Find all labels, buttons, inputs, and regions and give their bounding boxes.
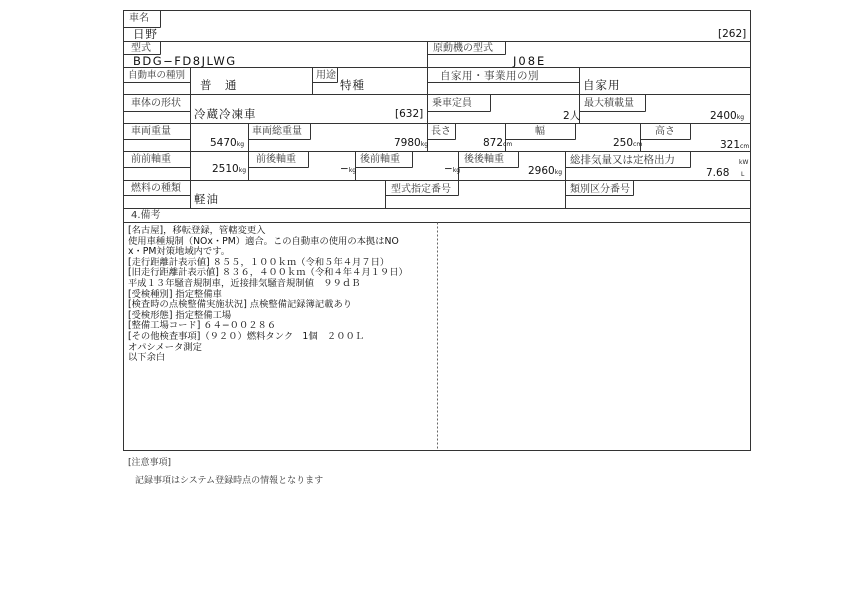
front-front-axle-label: 前前軸重 bbox=[131, 154, 171, 165]
model-value: BDG−FD8JLWG bbox=[133, 54, 237, 68]
remarks-title: 4.備考 bbox=[131, 210, 161, 221]
vehicle-name-label: 車名 bbox=[129, 13, 149, 24]
body-shape-value: 冷蔵冷凍車 bbox=[194, 107, 257, 121]
displacement-value: 7.68 bbox=[706, 167, 730, 179]
fuel-value: 軽油 bbox=[194, 192, 219, 206]
remarks-line: 使用車種規制（NOx・PM）適合。この自動車の使用の本拠はNO bbox=[128, 235, 399, 247]
remarks-line: [その他検査事項]（９２０）燃料タンク 1個 ２００Ｌ bbox=[128, 330, 365, 342]
displacement-unit-kw: kW bbox=[739, 159, 749, 166]
remarks-line: [検査時の点検整備実施状況] 点検整備記録簿記載あり bbox=[128, 299, 353, 311]
width-label: 幅 bbox=[535, 126, 545, 137]
model-label: 型式 bbox=[131, 43, 151, 54]
height-value: 321cm bbox=[720, 139, 750, 151]
height-label: 高さ bbox=[655, 126, 675, 137]
rear-front-axle-label: 後前軸重 bbox=[360, 154, 400, 165]
gross-weight-label: 車両総重量 bbox=[252, 126, 302, 137]
width-value: 250cm bbox=[613, 137, 643, 149]
private-business-value: 自家用 bbox=[583, 78, 621, 92]
front-rear-axle-label: 前後軸重 bbox=[256, 154, 296, 165]
displacement-unit-l: L bbox=[741, 171, 745, 178]
front-front-axle-value: 2510kg bbox=[212, 163, 247, 175]
body-shape-code: [632] bbox=[395, 108, 424, 120]
length-label: 長さ bbox=[431, 126, 451, 137]
remarks-line: 以下余白 bbox=[128, 352, 166, 364]
class-number-label: 類別区分番号 bbox=[570, 184, 630, 195]
remarks-line: [整備工場コード] ６４−００２８６ bbox=[128, 320, 277, 332]
rear-rear-axle-value: 2960kg bbox=[528, 165, 563, 177]
weight-value: 5470kg bbox=[210, 137, 245, 149]
capacity-value: 2人 bbox=[563, 110, 581, 122]
remarks-line: [受検形態] 指定整備工場 bbox=[128, 309, 232, 321]
front-rear-axle-value: −kg bbox=[340, 163, 357, 175]
remarks-line: x・PM対策地域内です。 bbox=[128, 246, 231, 258]
displacement-label: 総排気量又は定格出力 bbox=[570, 154, 675, 166]
notes-text: 記録事項はシステム登録時点の情報となります bbox=[135, 476, 324, 486]
remarks-line: 平成１３年騒音規制車，近接排気騒音規制値 ９９ｄＢ bbox=[128, 277, 361, 289]
weight-label: 車両重量 bbox=[131, 126, 171, 137]
body-shape-label: 車体の形状 bbox=[131, 98, 181, 109]
private-business-label: 自家用・事業用の別 bbox=[440, 70, 539, 82]
gross-weight-value: 7980kg bbox=[394, 137, 429, 149]
kind-value: 普 通 bbox=[200, 78, 238, 92]
remarks-line: [走行距離計表示値] ８５５，１００ｋｍ（令和５年４月７日） bbox=[128, 256, 390, 268]
engine-model-value: J08E bbox=[513, 54, 547, 68]
capacity-label: 乗車定員 bbox=[432, 98, 472, 109]
remarks-line: オパシメータ測定 bbox=[128, 341, 202, 353]
vehicle-name-code: [262] bbox=[718, 28, 747, 40]
rear-rear-axle-label: 後後軸重 bbox=[464, 154, 504, 165]
use-value: 特種 bbox=[340, 78, 365, 92]
use-label: 用途 bbox=[316, 70, 336, 81]
notes-heading: [注意事項] bbox=[128, 458, 172, 468]
engine-model-label: 原動機の型式 bbox=[433, 43, 493, 54]
max-load-label: 最大積載量 bbox=[584, 98, 634, 109]
vehicle-name: 日野 bbox=[133, 27, 158, 41]
rear-front-axle-value: −kg bbox=[444, 163, 461, 175]
fuel-label: 燃料の種類 bbox=[131, 183, 181, 194]
remarks-line: [名古屋]，移転登録，管轄変更入 bbox=[128, 225, 266, 236]
max-load-value: 2400kg bbox=[710, 110, 745, 122]
remarks-body bbox=[128, 226, 408, 364]
type-designation-label: 型式指定番号 bbox=[391, 184, 451, 195]
remarks-line: [受検種別] 指定整備車 bbox=[128, 288, 222, 300]
remarks-line: [旧走行距離計表示値] ８３６，４００ｋｍ（令和４年４月１９日） bbox=[128, 267, 408, 279]
length-value: 872cm bbox=[483, 137, 513, 149]
kind-label: 自動車の種別 bbox=[128, 70, 186, 81]
